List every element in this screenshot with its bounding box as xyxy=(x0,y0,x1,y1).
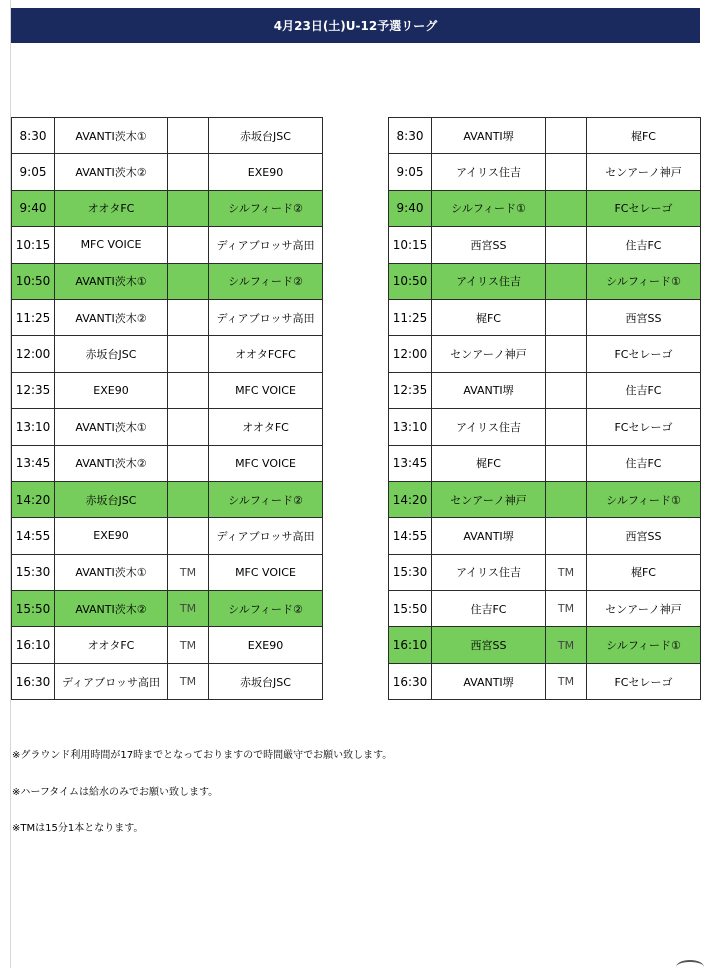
match-row xyxy=(389,263,701,299)
tm-marker xyxy=(546,518,587,554)
match-row xyxy=(389,227,701,263)
match-time: 15:30 xyxy=(389,554,432,590)
match-row xyxy=(389,154,701,190)
tm-marker xyxy=(168,409,209,445)
notes-section xyxy=(12,746,392,856)
match-time: 10:50 xyxy=(12,263,55,299)
tm-marker xyxy=(546,481,587,517)
match-row xyxy=(389,627,701,663)
match-row xyxy=(12,481,323,517)
tm-marker xyxy=(546,263,587,299)
away-team: 住吉FC xyxy=(587,372,701,408)
away-team: MFC VOICE xyxy=(209,554,323,590)
away-team: センアーノ神戸 xyxy=(587,154,701,190)
home-team: センアーノ神戸 xyxy=(432,336,546,372)
match-time: 16:30 xyxy=(12,663,55,699)
away-team: シルフィード① xyxy=(587,481,701,517)
tm-marker: TM xyxy=(546,591,587,627)
page-title: 4月23日(土)U-12予選リーグ xyxy=(273,19,438,33)
home-team: AVANTI茨木① xyxy=(55,409,168,445)
away-team: 西宮SS xyxy=(587,518,701,554)
away-team: MFC VOICE xyxy=(209,445,323,481)
tm-marker xyxy=(546,227,587,263)
tm-marker xyxy=(168,481,209,517)
match-row xyxy=(12,154,323,190)
tm-marker xyxy=(168,118,209,154)
home-team: AVANTI堺 xyxy=(432,118,546,154)
away-team: FCセレーゴ xyxy=(587,336,701,372)
match-row xyxy=(389,372,701,408)
note-halftime: ※ハーフタイムは給水のみでお願い致します。 xyxy=(12,786,219,798)
tm-marker: TM xyxy=(168,554,209,590)
away-team: センアーノ神戸 xyxy=(587,591,701,627)
home-team: EXE90 xyxy=(55,372,168,408)
match-row xyxy=(389,554,701,590)
tm-marker xyxy=(546,154,587,190)
match-row xyxy=(389,445,701,481)
home-team: アイリス住吉 xyxy=(432,409,546,445)
tm-marker: TM xyxy=(168,663,209,699)
match-time: 14:55 xyxy=(389,518,432,554)
away-team: 住吉FC xyxy=(587,445,701,481)
match-time: 11:25 xyxy=(389,299,432,335)
home-team: AVANTI茨木② xyxy=(55,154,168,190)
match-time: 14:20 xyxy=(12,481,55,517)
home-team: アイリス住吉 xyxy=(432,154,546,190)
match-row xyxy=(12,663,323,699)
match-row xyxy=(389,336,701,372)
tm-marker xyxy=(168,227,209,263)
home-team: ディアブロッサ高田 xyxy=(55,663,168,699)
match-row xyxy=(12,299,323,335)
away-team: シルフィード① xyxy=(587,627,701,663)
tm-marker xyxy=(168,518,209,554)
home-team: AVANTI茨木② xyxy=(55,445,168,481)
match-time: 12:35 xyxy=(389,372,432,408)
away-team: MFC VOICE xyxy=(209,372,323,408)
home-team: センアーノ神戸 xyxy=(432,481,546,517)
tm-marker: TM xyxy=(546,663,587,699)
home-team: 住吉FC xyxy=(432,591,546,627)
away-team: FCセレーゴ xyxy=(587,190,701,226)
match-time: 9:40 xyxy=(12,190,55,226)
home-team: AVANTI茨木① xyxy=(55,118,168,154)
home-team: 西宮SS xyxy=(432,227,546,263)
home-team: AVANTI茨木① xyxy=(55,263,168,299)
home-team: オオタFC xyxy=(55,190,168,226)
tm-marker xyxy=(168,445,209,481)
corner-decoration xyxy=(676,960,704,974)
match-time: 15:50 xyxy=(389,591,432,627)
match-time: 14:20 xyxy=(389,481,432,517)
tm-marker xyxy=(546,190,587,226)
home-team: 西宮SS xyxy=(432,627,546,663)
away-team: EXE90 xyxy=(209,154,323,190)
match-time: 11:25 xyxy=(12,299,55,335)
home-team: AVANTI茨木① xyxy=(55,554,168,590)
away-team: 住吉FC xyxy=(587,227,701,263)
away-team: ディアブロッサ高田 xyxy=(209,299,323,335)
match-row xyxy=(389,591,701,627)
tm-marker: TM xyxy=(168,627,209,663)
tm-marker xyxy=(546,409,587,445)
away-team: ディアブロッサ高田 xyxy=(209,227,323,263)
note-ground-time: ※グラウンド利用時間が17時までとなっておりますので時間厳守でお願い致します。 xyxy=(12,750,393,761)
home-team: AVANTI堺 xyxy=(432,518,546,554)
away-team: 梶FC xyxy=(587,554,701,590)
home-team: EXE90 xyxy=(55,518,168,554)
match-row xyxy=(12,409,323,445)
match-time: 12:00 xyxy=(12,336,55,372)
match-time: 12:00 xyxy=(389,336,432,372)
home-team: AVANTI茨木② xyxy=(55,591,168,627)
match-time: 12:35 xyxy=(12,372,55,408)
match-row xyxy=(12,445,323,481)
match-row xyxy=(389,481,701,517)
tm-marker xyxy=(546,372,587,408)
away-team: FCセレーゴ xyxy=(587,663,701,699)
match-row xyxy=(389,190,701,226)
match-row xyxy=(12,190,323,226)
match-row xyxy=(389,118,701,154)
away-team: オオタFCFC xyxy=(209,336,323,372)
away-team: シルフィード② xyxy=(209,263,323,299)
match-row xyxy=(389,299,701,335)
home-team: 梶FC xyxy=(432,445,546,481)
match-row xyxy=(12,372,323,408)
tm-marker xyxy=(168,299,209,335)
away-team: オオタFC xyxy=(209,409,323,445)
away-team: 梶FC xyxy=(587,118,701,154)
home-team: 赤坂台JSC xyxy=(55,336,168,372)
away-team: 西宮SS xyxy=(587,299,701,335)
tm-marker xyxy=(168,336,209,372)
away-team: シルフィード② xyxy=(209,190,323,226)
match-time: 16:10 xyxy=(389,627,432,663)
match-row xyxy=(389,518,701,554)
away-team: シルフィード① xyxy=(587,263,701,299)
tm-marker: TM xyxy=(168,591,209,627)
match-time: 9:40 xyxy=(389,190,432,226)
tm-marker xyxy=(546,299,587,335)
home-team: 梶FC xyxy=(432,299,546,335)
match-time: 16:10 xyxy=(12,627,55,663)
home-team: MFC VOICE xyxy=(55,227,168,263)
tm-marker: TM xyxy=(546,627,587,663)
match-time: 14:55 xyxy=(12,518,55,554)
away-team: FCセレーゴ xyxy=(587,409,701,445)
home-team: 赤坂台JSC xyxy=(55,481,168,517)
tm-marker xyxy=(168,372,209,408)
away-team: ディアブロッサ高田 xyxy=(209,518,323,554)
tm-marker xyxy=(546,118,587,154)
match-time: 9:05 xyxy=(389,154,432,190)
away-team: 赤坂台JSC xyxy=(209,663,323,699)
away-team: 赤坂台JSC xyxy=(209,118,323,154)
page-title-banner xyxy=(11,8,700,43)
match-time: 8:30 xyxy=(12,118,55,154)
tm-marker xyxy=(546,336,587,372)
match-time: 15:50 xyxy=(12,591,55,627)
match-time: 10:15 xyxy=(12,227,55,263)
home-team: シルフィード① xyxy=(432,190,546,226)
away-team: シルフィード② xyxy=(209,481,323,517)
home-team: オオタFC xyxy=(55,627,168,663)
schedule-table-left xyxy=(11,117,323,700)
note-tm: ※TMは15分1本となります。 xyxy=(12,823,144,834)
tm-marker xyxy=(168,154,209,190)
match-row xyxy=(389,663,701,699)
match-time: 9:05 xyxy=(12,154,55,190)
home-team: アイリス住吉 xyxy=(432,554,546,590)
away-team: シルフィード② xyxy=(209,591,323,627)
home-team: AVANTI堺 xyxy=(432,372,546,408)
match-time: 13:45 xyxy=(389,445,432,481)
home-team: AVANTI堺 xyxy=(432,663,546,699)
match-time: 8:30 xyxy=(389,118,432,154)
match-time: 13:10 xyxy=(12,409,55,445)
match-row xyxy=(12,554,323,590)
match-time: 10:50 xyxy=(389,263,432,299)
schedule-table-right xyxy=(388,117,701,700)
home-team: アイリス住吉 xyxy=(432,263,546,299)
away-team: EXE90 xyxy=(209,627,323,663)
match-time: 16:30 xyxy=(389,663,432,699)
match-row xyxy=(12,518,323,554)
match-time: 13:45 xyxy=(12,445,55,481)
match-time: 15:30 xyxy=(12,554,55,590)
match-time: 10:15 xyxy=(389,227,432,263)
tm-marker: TM xyxy=(546,554,587,590)
match-row xyxy=(12,591,323,627)
match-row xyxy=(12,263,323,299)
match-row xyxy=(12,227,323,263)
match-time: 13:10 xyxy=(389,409,432,445)
tm-marker xyxy=(168,190,209,226)
tm-marker xyxy=(168,263,209,299)
tm-marker xyxy=(546,445,587,481)
match-row xyxy=(12,627,323,663)
match-row xyxy=(12,336,323,372)
match-row xyxy=(389,409,701,445)
match-row xyxy=(12,118,323,154)
home-team: AVANTI茨木② xyxy=(55,299,168,335)
